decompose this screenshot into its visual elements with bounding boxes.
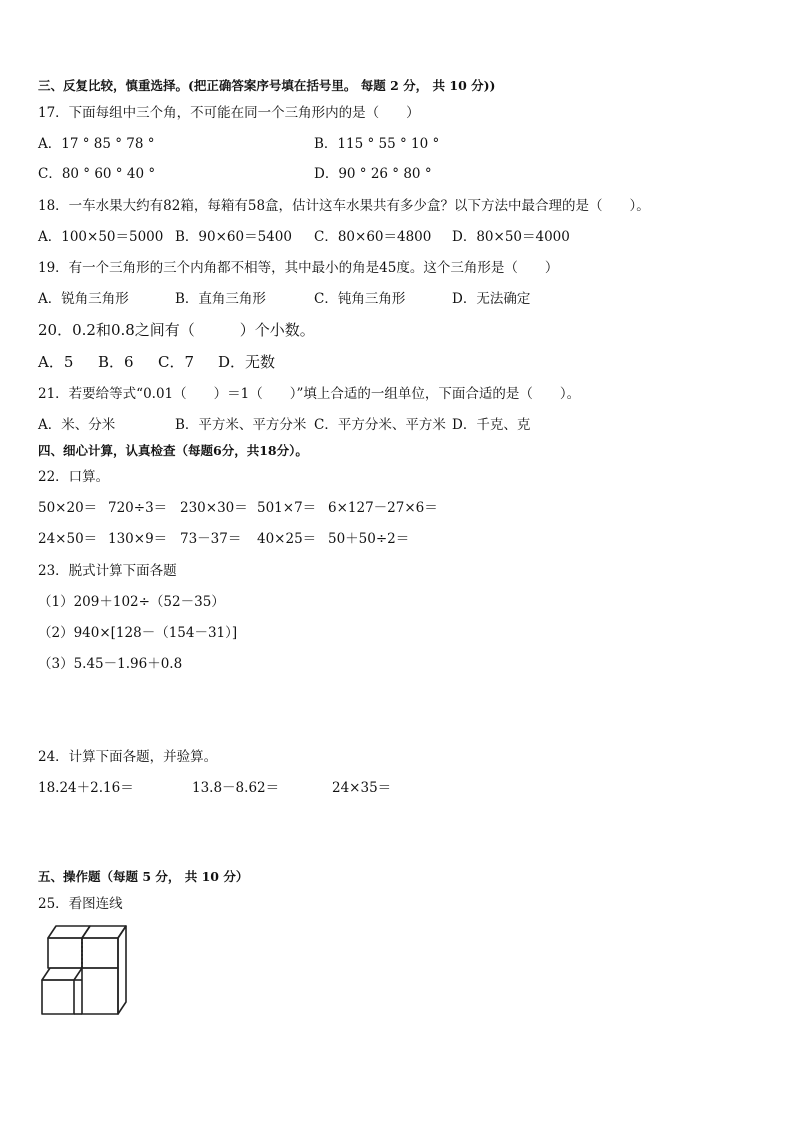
q17-option-a: A．17 ° 85 ° 78 °	[38, 136, 155, 152]
q24-item-3: 24×35＝	[332, 780, 392, 796]
q20-option-b: B．6	[98, 353, 134, 371]
q22-r2-item-1: 24×50＝	[38, 531, 98, 547]
q21-option-d: D．千克、克	[452, 417, 531, 433]
q19-option-c: C．钝角三角形	[314, 291, 406, 307]
q18-option-b: B．90×60＝5400	[175, 229, 292, 245]
q23-item-1: （1）209＋102÷（52－35）	[38, 594, 225, 610]
q18-option-d: D．80×50＝4000	[452, 229, 570, 245]
question-25-stem: 25．看图连线	[38, 896, 123, 912]
q22-r2-item-2: 130×9＝	[108, 531, 168, 547]
q24-item-2: 13.8－8.62＝	[192, 780, 280, 796]
question-24-stem: 24．计算下面各题，并验算。	[38, 749, 218, 765]
q17-option-d: D．90 ° 26 ° 80 °	[314, 166, 432, 182]
question-19-stem: 19．有一个三角形的三个内角都不相等，其中最小的角是45度。这个三角形是（ ）	[38, 260, 559, 276]
q22-r1-item-4: 501×7＝	[257, 500, 317, 516]
q21-option-c: C．平方分米、平方米	[314, 417, 446, 433]
q17-option-c: C．80 ° 60 ° 40 °	[38, 166, 156, 182]
q22-r2-item-5: 50＋50÷2＝	[328, 531, 410, 547]
question-17-stem: 17．下面每组中三个角，不可能在同一个三角形内的是（ ）	[38, 105, 420, 121]
q22-r1-item-3: 230×30＝	[180, 500, 248, 516]
q24-item-1: 18.24＋2.16＝	[38, 780, 134, 796]
q20-option-d: D．无数	[218, 353, 276, 371]
q23-item-2: （2）940×[128－（154－31）]	[38, 625, 238, 641]
q22-r2-item-4: 40×25＝	[257, 531, 317, 547]
cube-front-upper-right	[82, 938, 118, 968]
cube-front-lower-right	[82, 968, 118, 1014]
q22-r1-item-2: 720÷3＝	[108, 500, 168, 516]
section-4-title: 四、细心计算，认真检查（每题6分，共18分）。	[38, 443, 308, 458]
cube-front-upper-left	[48, 938, 82, 968]
cube-stack-figure	[38, 922, 134, 1022]
q21-option-a: A．米、分米	[38, 417, 116, 433]
q20-option-a: A．5	[38, 353, 74, 371]
q22-r2-item-3: 73－37＝	[180, 531, 242, 547]
q18-option-c: C．80×60＝4800	[314, 229, 432, 245]
q20-option-c: C．7	[158, 353, 195, 371]
q19-option-b: B．直角三角形	[175, 291, 266, 307]
cube-top-face-lower	[42, 968, 82, 980]
question-21-stem: 21．若要给等式“0.01（ ）＝1（ ）”填上合适的一组单位，下面合适的是（ ）。	[38, 386, 581, 402]
section-3-title: 三、反复比较，慎重选择。(把正确答案序号填在括号里。 每题 2 分， 共 10 分))	[38, 78, 496, 93]
question-22-stem: 22．口算。	[38, 469, 110, 485]
q19-option-d: D．无法确定	[452, 291, 531, 307]
section-5-title: 五、操作题（每题 5 分， 共 10 分）	[38, 869, 249, 884]
question-20-stem: 20．0.2和0.8之间有（ ）个小数。	[38, 321, 315, 339]
question-18-stem: 18．一车水果大约有82箱，每箱有58盒，估计这车水果共有多少盒？以下方法中最合理的是（ ）。	[38, 198, 650, 214]
q21-option-b: B．平方米、平方分米	[175, 417, 307, 433]
q19-option-a: A．锐角三角形	[38, 291, 129, 307]
q23-item-3: （3）5.45－1.96＋0.8	[38, 656, 183, 672]
q18-option-a: A．100×50＝5000	[38, 229, 164, 245]
q22-r1-item-1: 50×20＝	[38, 500, 98, 516]
q17-option-b: B．115 ° 55 ° 10 °	[314, 136, 440, 152]
cube-front-lower-left	[42, 980, 74, 1014]
q22-r1-item-5: 6×127－27×6＝	[328, 500, 438, 516]
cube-right-side-face	[118, 926, 126, 1014]
question-23-stem: 23．脱式计算下面各题	[38, 563, 177, 579]
